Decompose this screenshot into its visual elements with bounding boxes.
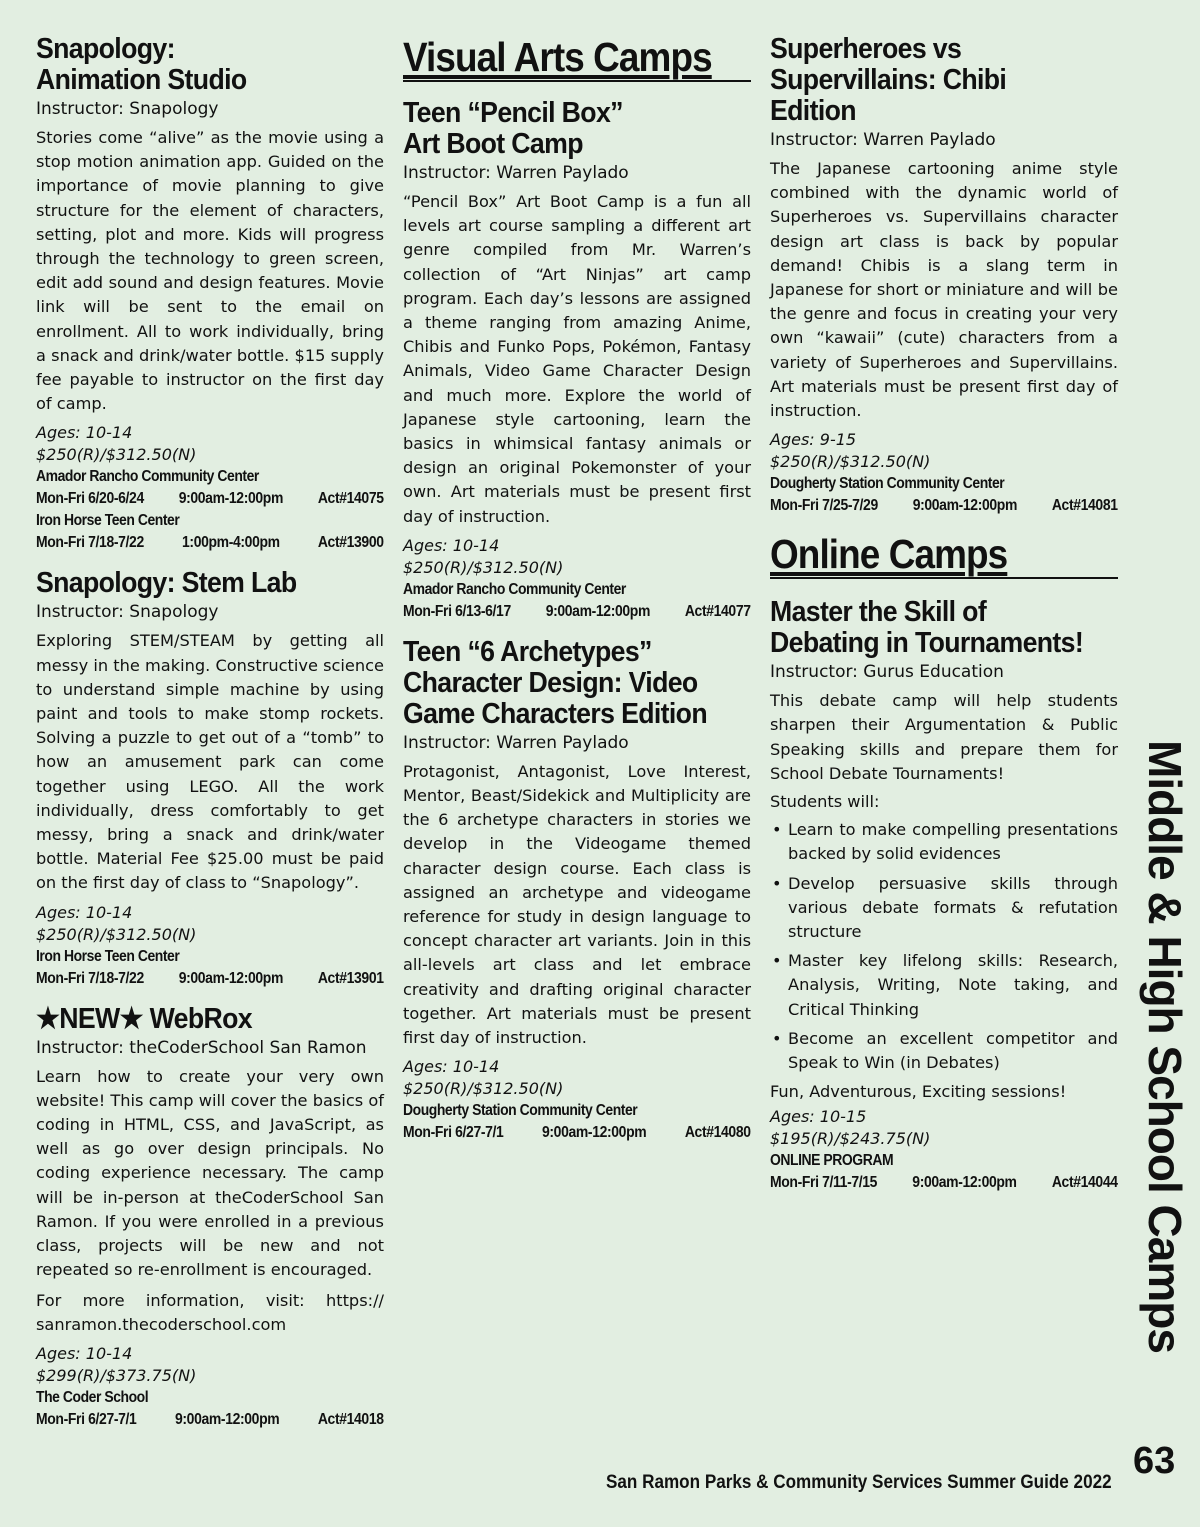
instructor: Instructor: Warren Paylado (403, 163, 629, 183)
schedule-time: 9:00am-12:00pm (912, 497, 1017, 515)
closing-line: Fun, Adventurous, Exciting sessions! (770, 1082, 1067, 1102)
activity-number: Act#14080 (684, 1124, 751, 1142)
schedule-days: Mon-Fri 7/18-7/22 (36, 534, 144, 552)
instructor: Instructor: Gurus Education (770, 662, 1004, 683)
camp-title-line: Snapology: (36, 33, 175, 65)
schedule-days: Mon-Fri 6/27-7/1 (403, 1124, 504, 1142)
section-title-text: Visual Arts Camps (403, 34, 712, 80)
camp-title-line: Edition (770, 95, 856, 127)
students-will-label: Students will: (770, 792, 880, 812)
instructor: Instructor: theCoderSchool San Ramon (36, 1037, 367, 1058)
activity-number: Act#14018 (317, 1410, 384, 1428)
camp-pencil-box (403, 98, 751, 623)
camp-title (770, 34, 1090, 127)
schedule (770, 1172, 1118, 1194)
schedule-days: Mon-Fri 7/25-7/29 (770, 497, 878, 515)
camp-title: ★NEW★ WebRox (36, 1002, 253, 1035)
camp-title (36, 34, 356, 96)
schedule (36, 968, 384, 990)
camp-title-line: Animation Studio (36, 64, 247, 96)
list-item: • Become an excellent competitor and Speak to Win (in Debates) (770, 1027, 1118, 1075)
column-right (770, 34, 1118, 1208)
camp-stem-lab (36, 568, 384, 989)
fee: $250(R)/$312.50(N) (403, 1079, 564, 1099)
camp-animation-studio (36, 34, 384, 554)
schedule-time: 9:00am-12:00pm (912, 1174, 1017, 1192)
camp-title (403, 98, 723, 160)
camp-title: Snapology: Stem Lab (36, 567, 297, 600)
ages: Ages: 10-14 (36, 902, 133, 922)
column-middle (403, 34, 751, 1158)
fee: $250(R)/$312.50(N) (36, 924, 197, 944)
schedule (36, 488, 384, 510)
camp-debate (770, 597, 1118, 1194)
camp-title-line: Art Boot Camp (403, 128, 583, 160)
instructor: Instructor: Snapology (36, 99, 219, 119)
location: Amador Rancho Community Center (36, 468, 259, 486)
outcomes-list (770, 818, 1118, 1075)
ages: Ages: 10-14 (403, 1057, 500, 1077)
section-title (403, 34, 751, 82)
schedule-time: 1:00pm-4:00pm (182, 534, 280, 552)
fee: $250(R)/$312.50(N) (36, 445, 197, 465)
camp-description: The Japanese cartooning anime style combined with the dynamic world of Superheroes vs. Supervillains character design art class is back by popular demand! Chibis is a slang term in Japanese for short or miniature and will be the genre and focus in creating your very own “kawaii” (cute) characters from a variety of Superheroes and Supervillains. Art materials must be present first day of instruction. (770, 159, 1118, 421)
more-info: For more information, visit: https:// sanramon.thecoderschool.com (36, 1290, 384, 1334)
instructor: Instructor: Warren Paylado (770, 130, 996, 150)
camp-title-line: Master the Skill of (770, 596, 987, 629)
page-number: 63 (1133, 1440, 1176, 1482)
camp-title-line: Superheroes vs (770, 33, 962, 65)
location: Iron Horse Teen Center (36, 947, 180, 965)
list-item: • Develop persuasive skills through various debate formats & refutation structure (770, 872, 1118, 945)
camp-description: “Pencil Box” Art Boot Camp is a fun all levels art course sampling a different art genre compiled from Mr. Warren’s collection of “Art Ninjas” art camp program. Each day’s lessons are assigned a theme ranging from amazing Anime, Chibis and Funko Pops, Pokémon, Fantasy Animals, Video Game Character Design and much more. Explore the world of Japanese style cartooning, learn the basics in whimsical fantasy animals or design an original Pokemonster of your own. Art materials must be present first day of instruction. (403, 192, 751, 526)
camp-superheroes-chibi (770, 34, 1118, 517)
schedule-time: 9:00am-12:00pm (178, 969, 283, 987)
schedule-time: 9:00am-12:00pm (541, 1124, 647, 1142)
schedule-days: Mon-Fri 7/18-7/22 (36, 969, 144, 987)
side-section-label: Middle & High School Camps (1139, 740, 1191, 1353)
fee: $299(R)/$373.75(N) (36, 1365, 197, 1385)
schedule-days: Mon-Fri 7/11-7/15 (770, 1174, 878, 1192)
location: ONLINE PROGRAM (770, 1152, 894, 1170)
camp-title (770, 597, 1090, 659)
schedule (36, 532, 384, 554)
camp-title-line: Game Characters Edition (403, 697, 707, 730)
camp-description: This debate camp will help students sharpen their Argumentation & Public Speaking skills and prepare them for School Debate Tournaments! (770, 691, 1118, 783)
section-title (770, 531, 1118, 579)
schedule (403, 601, 751, 623)
activity-number: Act#13901 (317, 969, 384, 987)
camp-description: Learn how to create your very own website! This camp will cover the basics of coding in HTML, CSS, and JavaScript, as well as go over design principals. No coding experience necessary. The camp will be in-person at theCoderSchool San Ramon. If you were enrolled in a previous class, projects will be new and not repeated so re-enrollment is encouraged. (36, 1066, 384, 1280)
ages: Ages: 10-14 (403, 535, 500, 555)
schedule-days: Mon-Fri 6/20-6/24 (36, 490, 144, 508)
camp-title-line: Supervillains: Chibi (770, 64, 1007, 96)
activity-number: Act#14081 (1051, 497, 1118, 515)
camp-description: Stories come “alive” as the movie using a stop motion animation app. Guided on the importance of movie planning to give structure for the element of characters, setting, plot and more. Kids will progress through the technology to green screen, edit add sound and design features. Movie link will be sent to the email on enrollment. All to work individually, bring a snack and drink/water bottle. $15 supply fee payable to instructor on the first day of camp. (36, 128, 384, 414)
fee: $195(R)/$243.75(N) (770, 1129, 931, 1149)
camp-title-line: Teen “6 Archetypes” (403, 635, 652, 668)
camp-title-line: Character Design: Video (403, 666, 698, 699)
ages: Ages: 10-15 (770, 1107, 867, 1127)
schedule-time: 9:00am-12:00pm (178, 490, 283, 508)
ages: Ages: 9-15 (770, 430, 857, 450)
column-left (36, 34, 384, 1445)
activity-number: Act#14044 (1051, 1174, 1118, 1192)
list-item: • Learn to make compelling presentations backed by solid evidences (770, 818, 1118, 866)
activity-number: Act#14075 (317, 490, 384, 508)
section-title-text: Online Camps (770, 531, 1008, 578)
location: Amador Rancho Community Center (403, 580, 626, 598)
location: Dougherty Station Community Center (403, 1102, 638, 1120)
instructor: Instructor: Warren Paylado (403, 732, 629, 753)
camp-webrox (36, 1004, 384, 1431)
location: Iron Horse Teen Center (36, 512, 180, 530)
fee: $250(R)/$312.50(N) (770, 452, 931, 472)
fee: $250(R)/$312.50(N) (403, 557, 564, 577)
camp-title (403, 637, 723, 730)
activity-number: Act#14077 (684, 602, 751, 620)
schedule-time: 9:00am-12:00pm (545, 602, 650, 620)
list-item: • Master key lifelong skills: Research, Analysis, Writing, Note taking, and Critical Thinking (770, 949, 1118, 1022)
camp-title-line: Debating in Tournaments! (770, 627, 1084, 660)
schedule (36, 1409, 384, 1431)
footer-text: San Ramon Parks & Community Services Summer Guide 2022 (606, 1472, 1112, 1493)
schedule-days: Mon-Fri 6/13-6/17 (403, 602, 511, 620)
location: The Coder School (36, 1388, 149, 1406)
camp-6-archetypes (403, 637, 751, 1144)
schedule (770, 495, 1118, 517)
activity-number: Act#13900 (317, 534, 384, 552)
camp-description: Exploring STEM/STEAM by getting all messy in the making. Constructive science to understand simple machine by using paint and tools to make stomp rockets. Solving a puzzle to get out of a “tomb” to how an amusement park can come together using LEGO. All the work individually, dress comfortably to get messy, bring a snack and drink/water bottle. Material Fee $25.00 must be paid on the first day of class to “Snapology”. (36, 631, 384, 893)
schedule-time: 9:00am-12:00pm (174, 1410, 280, 1428)
camp-title-line: Teen “Pencil Box” (403, 97, 623, 129)
ages: Ages: 10-14 (36, 423, 133, 443)
schedule-days: Mon-Fri 6/27-7/1 (36, 1410, 137, 1428)
camp-description: Protagonist, Antagonist, Love Interest, Mentor, Beast/Sidekick and Multiplicity are the 6 archetype characters in stories we develop in the Videogame themed character design course. Each class is assigned an archetype and videogame reference for study in design language to concept character art variants. Join in this all-levels art class and let embrace creativity and drafting original character together. Art materials must be present first day of instruction. (403, 761, 751, 1048)
instructor: Instructor: Snapology (36, 602, 219, 623)
schedule (403, 1122, 751, 1144)
ages: Ages: 10-14 (36, 1343, 133, 1363)
location: Dougherty Station Community Center (770, 475, 1005, 493)
